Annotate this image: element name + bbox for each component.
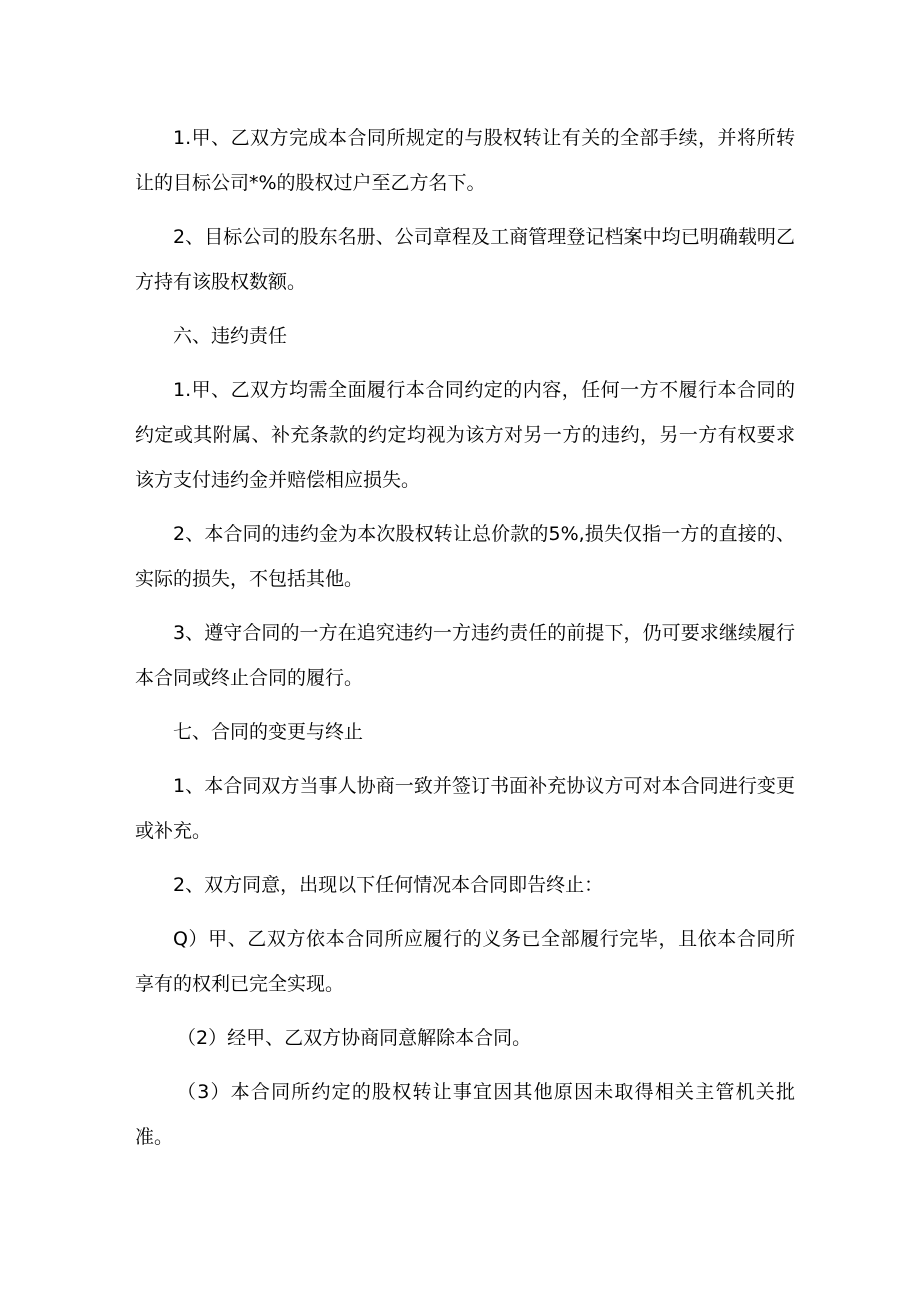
clause-continue-or-terminate: 3、遵守合同的一方在追究违约一方违约责任的前提下，仍可要求继续履行本合同或终止合同的履行。 — [135, 622, 795, 689]
termination-item-2: （2）经甲、乙双方协商同意解除本合同。 — [177, 1027, 532, 1049]
clause-procedures-complete: 1.甲、乙双方完成本合同所规定的与股权转让有关的全部手续，并将所转让的目标公司*%的股权过户至乙方名下。 — [135, 127, 795, 194]
section-heading-breach: 六、违约责任 — [173, 325, 288, 347]
termination-item-1: Q）甲、乙双方依本合同所应履行的义务已全部履行完毕，且依本合同所享有的权利已完全实现。 — [135, 928, 795, 995]
clause-penalty-amount: 2、本合同的违约金为本次股权转让总价款的5%,损失仅指一方的直接的、实际的损失，不包括其他。 — [135, 523, 795, 590]
clause-termination-conditions: 2、双方同意，出现以下任何情况本合同即告终止： — [173, 874, 604, 896]
section-heading-change-termination: 七、合同的变更与终止 — [173, 721, 364, 743]
termination-item-3: （3）本合同所约定的股权转让事宜因其他原因未取得相关主管机关批准。 — [135, 1081, 795, 1148]
clause-amendment: 1、本合同双方当事人协商一致并签订书面补充协议方可对本合同进行变更或补充。 — [135, 775, 795, 842]
clause-shareholder-register: 2、目标公司的股东名册、公司章程及工商管理登记档案中均已明确载明乙方持有该股权数额。 — [135, 226, 795, 293]
clause-breach-obligation: 1.甲、乙双方均需全面履行本合同约定的内容，任何一方不履行本合同的约定或其附属、补充条款的约定均视为该方对另一方的违约，另一方有权要求该方支付违约金并赔偿相应损失。 — [135, 379, 795, 491]
document-body — [135, 116, 795, 1169]
